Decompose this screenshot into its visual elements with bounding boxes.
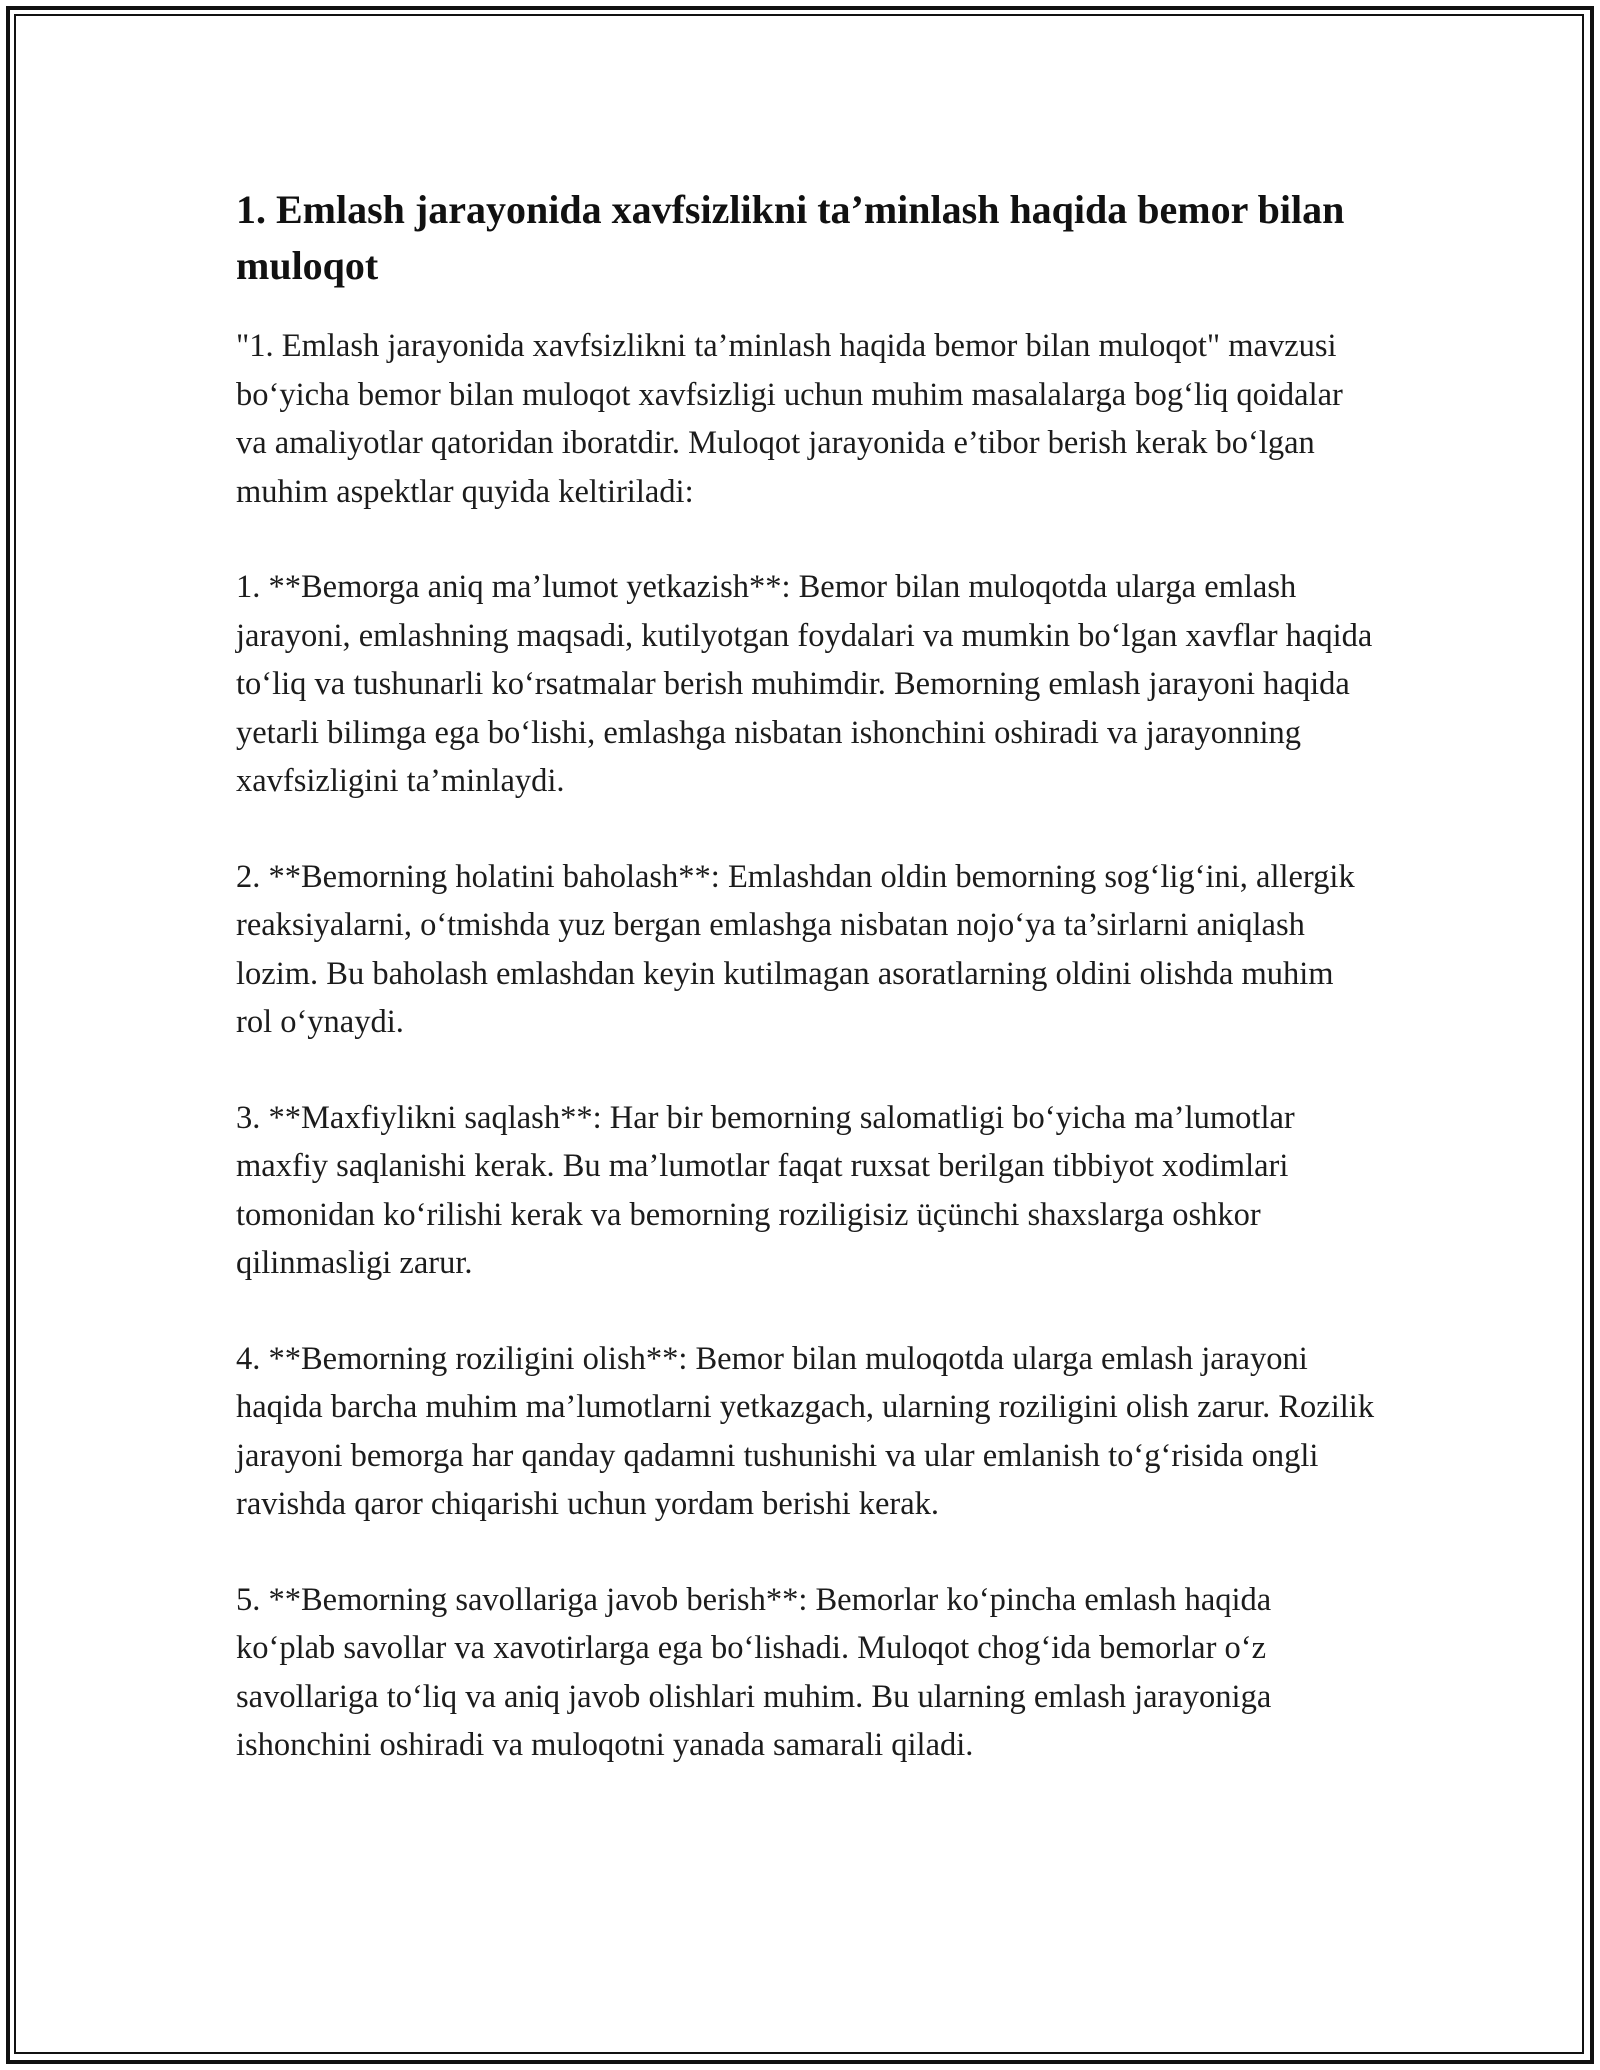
document-title: 1. Emlash jarayonida xavfsizlikni ta’minlash haqida bemor bilan muloqot xyxy=(236,187,1345,288)
item-2-paragraph: 2. **Bemorning holatini baholash**: Emlashdan oldin bemorning sog‘lig‘ini, allergik reaksiyalarni, o‘tmishda yuz bergan emlashga nisbatan nojo‘ya ta’sirlarni aniqlash lozim. Bu baholash emlashdan keyin kutilmagan asoratlarning oldini olishda muhim rol o‘ynaydi. xyxy=(236,858,1355,1040)
item-1-paragraph: 1. **Bemorga aniq ma’lumot yetkazish**: Bemor bilan muloqotda ularga emlash jarayoni, emlashning maqsadi, kutilyotgan foydalari va mumkin bo‘lgan xavflar haqida to‘liq va tushunarli ko‘rsatmalar berish muhimdir. Bemorning emlash jarayoni haqida yetarli bilimga ega bo‘lishi, emlashga nisbatan ishonchini oshiradi va jarayonning xavfsizligini ta’minlaydi. xyxy=(236,569,1373,799)
item-5-paragraph: 5. **Bemorning savollariga javob berish**: Bemorlar ko‘pincha emlash haqida ko‘plab savollar va xavotirlarga ega bo‘lishadi. Muloqot chog‘ida bemorlar o‘z savollariga to‘liq va aniq javob olishlari muhim. Bu ularning emlash jarayoniga ishonchini oshiradi va muloqotni yanada samarali qiladi. xyxy=(236,1581,1272,1763)
item-4-paragraph: 4. **Bemorning roziligini olish**: Bemor bilan muloqotda ularga emlash jarayoni haqida barcha muhim ma’lumotlarni yetkazgach, ularning roziligini olish zarur. Rozilik jarayoni bemorga har qanday qadamni tushunishi va ular emlanish to‘g‘risida ongli ravishda qaror chiqarishi uchun yordam berishi kerak. xyxy=(236,1340,1375,1522)
item-3-paragraph: 3. **Maxfiylikni saqlash**: Har bir bemorning salomatligi bo‘yicha ma’lumotlar maxfiy saqlanishi kerak. Bu ma’lumotlar faqat ruxsat berilgan tibbiyot xodimlari tomonidan ko‘rilishi kerak va bemorning roziligisiz üçünchi shaxslarga oshkor qilinmasligi zarur. xyxy=(236,1099,1295,1281)
intro-paragraph: "1. Emlash jarayonida xavfsizlikni ta’minlash haqida bemor bilan muloqot" mavzusi bo‘yicha bemor bilan muloqot xavfsizligi uchun muhim masalalarga bog‘liq qoidalar va amaliyotlar qatoridan iboratdir. Muloqot jarayonida e’tibor berish kerak bo‘lgan muhim aspektlar quyida keltiriladi: xyxy=(236,328,1343,510)
document-body xyxy=(236,182,1376,1817)
